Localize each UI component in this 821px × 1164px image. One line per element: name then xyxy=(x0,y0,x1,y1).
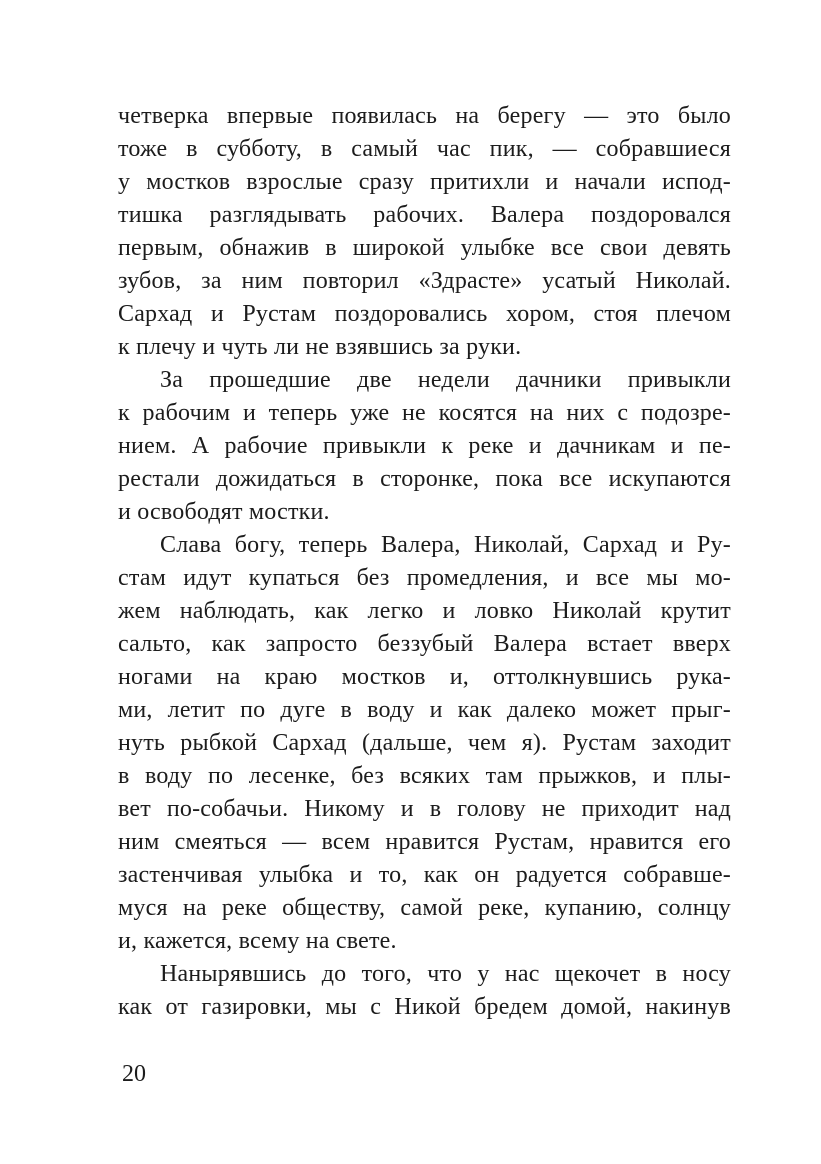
paragraph xyxy=(118,364,731,529)
text-line: первым, обнажив в широкой улыбке все свои девять xyxy=(118,235,731,261)
text-line: ногами на краю мостков и, оттолкнувшись рука- xyxy=(118,664,731,690)
text-line: жем наблюдать, как легко и ловко Николай крутит xyxy=(118,598,731,624)
text-line: вет по-собачьи. Никому и в голову не приходит над xyxy=(118,796,731,822)
text-line: Сархад и Рустам поздоровались хором, стоя плечом xyxy=(118,301,731,327)
text-line: тоже в субботу, в самый час пик, — собравшиеся xyxy=(118,136,731,162)
text-line: стам идут купаться без промедления, и все мы мо- xyxy=(118,565,731,591)
text-line: муся на реке обществу, самой реке, купанию, солнцу xyxy=(118,895,731,921)
text-line: застенчивая улыбка и то, как он радуется собравше- xyxy=(118,862,731,888)
text-line: сальто, как запросто беззубый Валера встает вверх xyxy=(118,631,731,657)
text-line: как от газировки, мы с Никой бредем домой, накинув xyxy=(118,994,731,1020)
text-line: Нанырявшись до того, что у нас щекочет в носу xyxy=(160,961,731,987)
page-text xyxy=(118,100,731,1024)
text-line: и освободят мостки. xyxy=(118,499,330,525)
text-line: четверка впервые появилась на берегу — это было xyxy=(118,103,731,129)
text-line: к рабочим и теперь уже не косятся на них с подозре- xyxy=(118,400,731,426)
text-line: тишка разглядывать рабочих. Валера поздоровался xyxy=(118,202,731,228)
text-line: За прошедшие две недели дачники привыкли xyxy=(160,367,731,393)
paragraph xyxy=(118,100,731,364)
text-line: рестали дожидаться в сторонке, пока все искупаются xyxy=(118,466,731,492)
page-number: 20 xyxy=(122,1061,146,1087)
text-line: нуть рыбкой Сархад (дальше, чем я). Рустам заходит xyxy=(118,730,731,756)
text-line: Слава богу, теперь Валера, Николай, Сархад и Ру- xyxy=(160,532,731,558)
text-line: в воду по лесенке, без всяких там прыжков, и плы- xyxy=(118,763,731,789)
paragraph xyxy=(118,529,731,958)
text-line: к плечу и чуть ли не взявшись за руки. xyxy=(118,334,522,360)
paragraph xyxy=(118,958,731,1024)
text-line: зубов, за ним повторил «Здрасте» усатый Николай. xyxy=(118,268,731,294)
text-line: нием. А рабочие привыкли к реке и дачникам и пе- xyxy=(118,433,731,459)
text-line: ним смеяться — всем нравится Рустам, нравится его xyxy=(118,829,731,855)
text-line: и, кажется, всему на свете. xyxy=(118,928,397,954)
text-line: у мостков взрослые сразу притихли и начали испод- xyxy=(118,169,731,195)
text-line: ми, летит по дуге в воду и как далеко может прыг- xyxy=(118,697,731,723)
